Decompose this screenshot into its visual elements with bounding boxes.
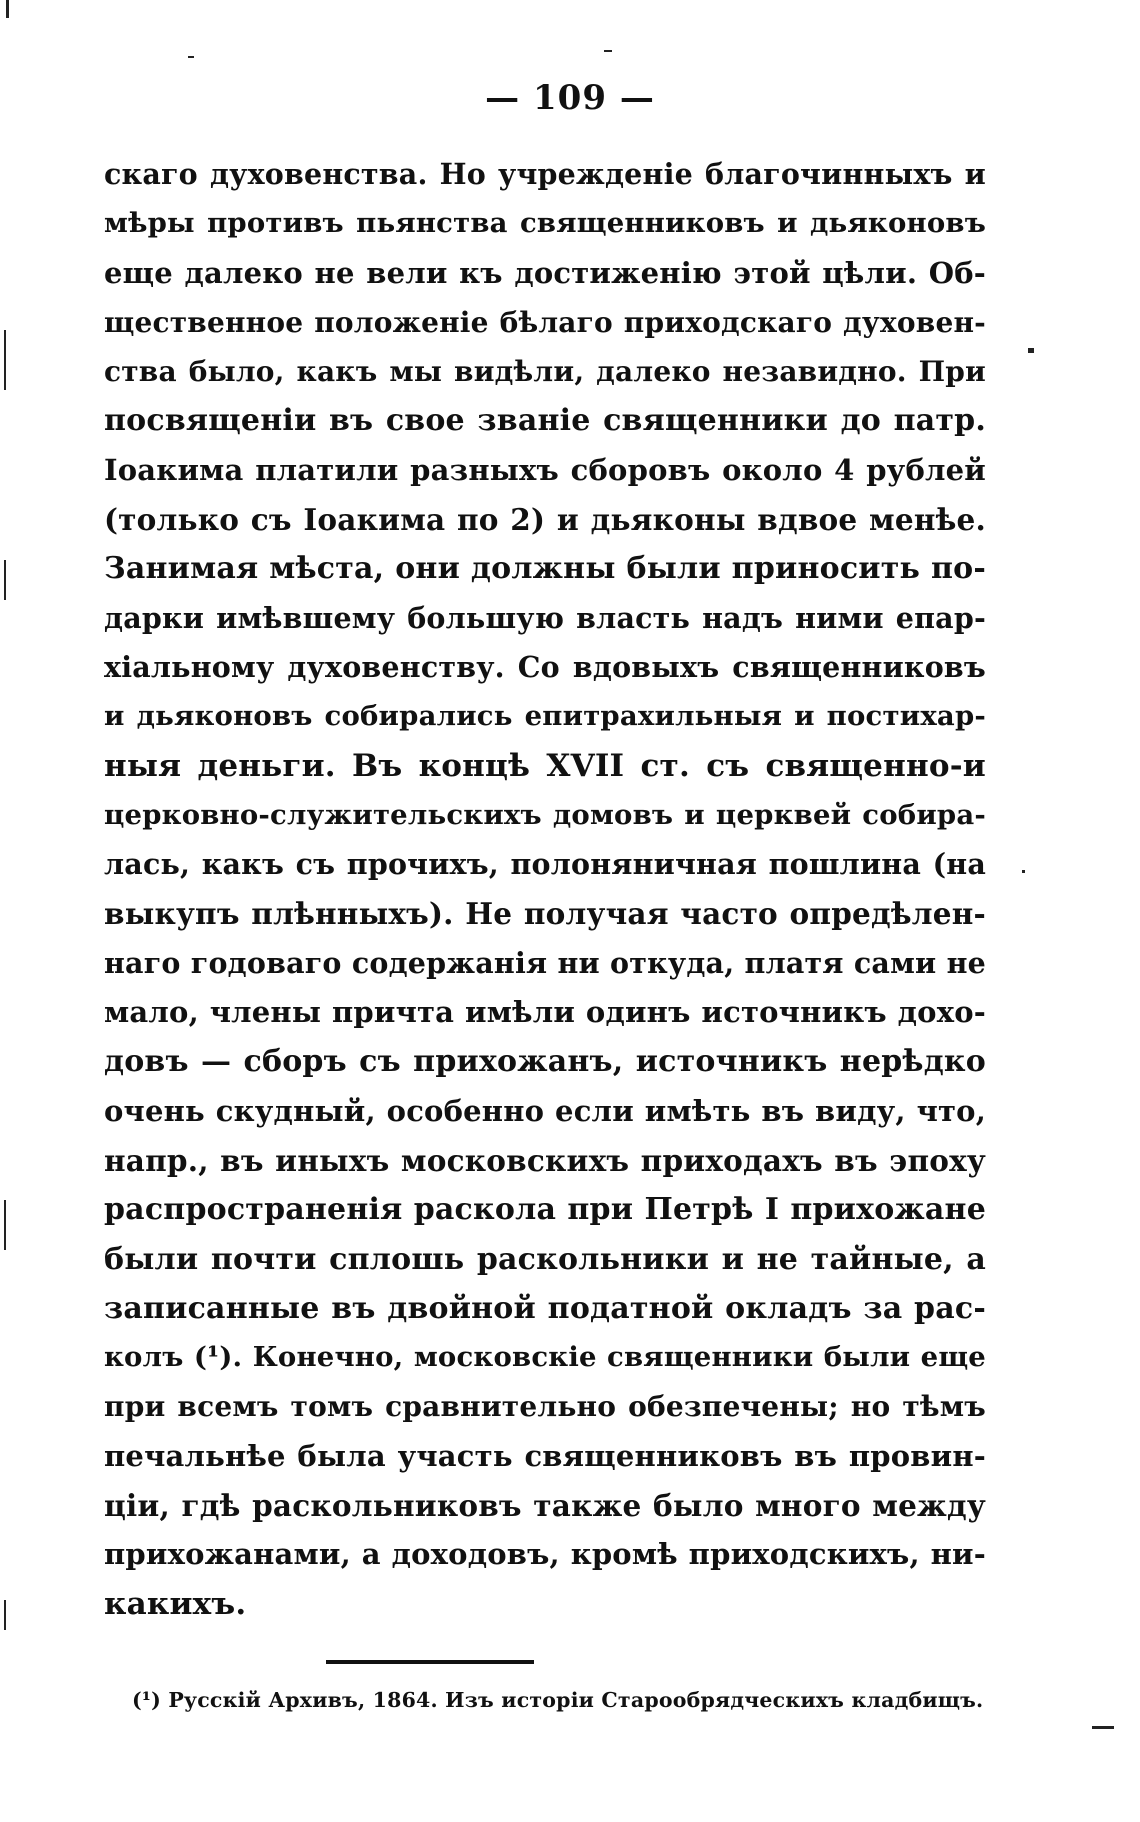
text-line: были почти сплошь раскольники и не тайные, а [104, 1241, 986, 1277]
text-line: при всемъ томъ сравнительно обезпечены; но тѣмъ [104, 1390, 986, 1424]
text-line: прихожанами, а доходовъ, кромѣ приходскихъ, ни- [104, 1537, 986, 1572]
text-line: колъ (¹). Конечно, московскіе священники были еще [104, 1341, 986, 1374]
text-line: наго годоваго содержанія ни откуда, платя сами не [104, 945, 986, 980]
text-line: хіальному духовенству. Со вдовыхъ священниковъ [104, 649, 986, 684]
text-line: довъ — сборъ съ прихожанъ, источникъ нерѣдко [104, 1044, 986, 1080]
text-line: ціи, гдѣ раскольниковъ также было много между [104, 1488, 986, 1524]
text-line: распространенія раскола при Петрѣ I прихожане [104, 1192, 986, 1228]
scan-mark [1092, 1726, 1114, 1729]
scan-mark [1022, 870, 1025, 873]
text-line: щественное положеніе бѣлаго приходскаго духовен- [104, 305, 986, 339]
page-number: — 109 — [485, 78, 655, 118]
text-line: напр., въ иныхъ московскихъ приходахъ въ эпоху [104, 1142, 986, 1178]
text-line: мало, члены причта имѣли одинъ источникъ дохо- [104, 995, 986, 1030]
footnote: (¹) Русскій Архивъ, 1864. Изъ исторіи Старообрядческихъ кладбищъ. [132, 1688, 984, 1712]
text-line: посвященіи въ свое званіе священники до патр. [104, 403, 986, 439]
text-line: (только съ Іоакима по 2) и дьяконы вдвое менѣе. [104, 502, 986, 538]
text-line-last: какихъ. [104, 1585, 247, 1622]
body-text [104, 150, 986, 1629]
text-line: ныя деньги. Въ концѣ XVII ст. съ священно-и [104, 747, 986, 784]
scan-mark [1028, 348, 1034, 353]
scan-mark [4, 1600, 6, 1630]
text-line: печальнѣе была участь священниковъ въ провин- [104, 1438, 986, 1473]
text-line: и дьяконовъ собирались епитрахильныя и постихар- [104, 700, 986, 733]
scan-mark [4, 330, 6, 390]
text-line: Занимая мѣста, они должны были приносить по- [104, 551, 986, 587]
text-line: скаго духовенства. Но учрежденіе благочинныхъ и [104, 157, 986, 191]
text-line: дарки имѣвшему большую власть надъ ними епар- [104, 600, 986, 635]
scan-mark [4, 560, 6, 600]
footnote-divider [326, 1660, 534, 1664]
scan-mark [188, 56, 194, 58]
text-line: выкупъ плѣнныхъ). Не получая часто опредѣлен- [104, 896, 986, 932]
text-line: лась, какъ съ прочихъ, полоняничная пошлина (на [104, 847, 986, 882]
scan-mark [4, 1200, 6, 1250]
text-line: мѣры противъ пьянства священниковъ и дьяконовъ [104, 207, 986, 240]
scan-mark [6, 0, 9, 18]
text-line: церковно-служительскихъ домовъ и церквей собира- [104, 798, 986, 831]
text-line: Іоакима платили разныхъ сборовъ около 4 рублей [104, 452, 986, 487]
text-line: ства было, какъ мы видѣли, далеко незавидно. При [104, 355, 986, 389]
text-line: очень скудный, особенно если имѣть въ виду, что, [104, 1093, 986, 1128]
text-line: еще далеко не вели къ достиженію этой цѣли. Об- [104, 255, 986, 290]
scan-mark [604, 50, 612, 52]
text-line: записанные въ двойной податной окладъ за рас- [104, 1290, 986, 1326]
